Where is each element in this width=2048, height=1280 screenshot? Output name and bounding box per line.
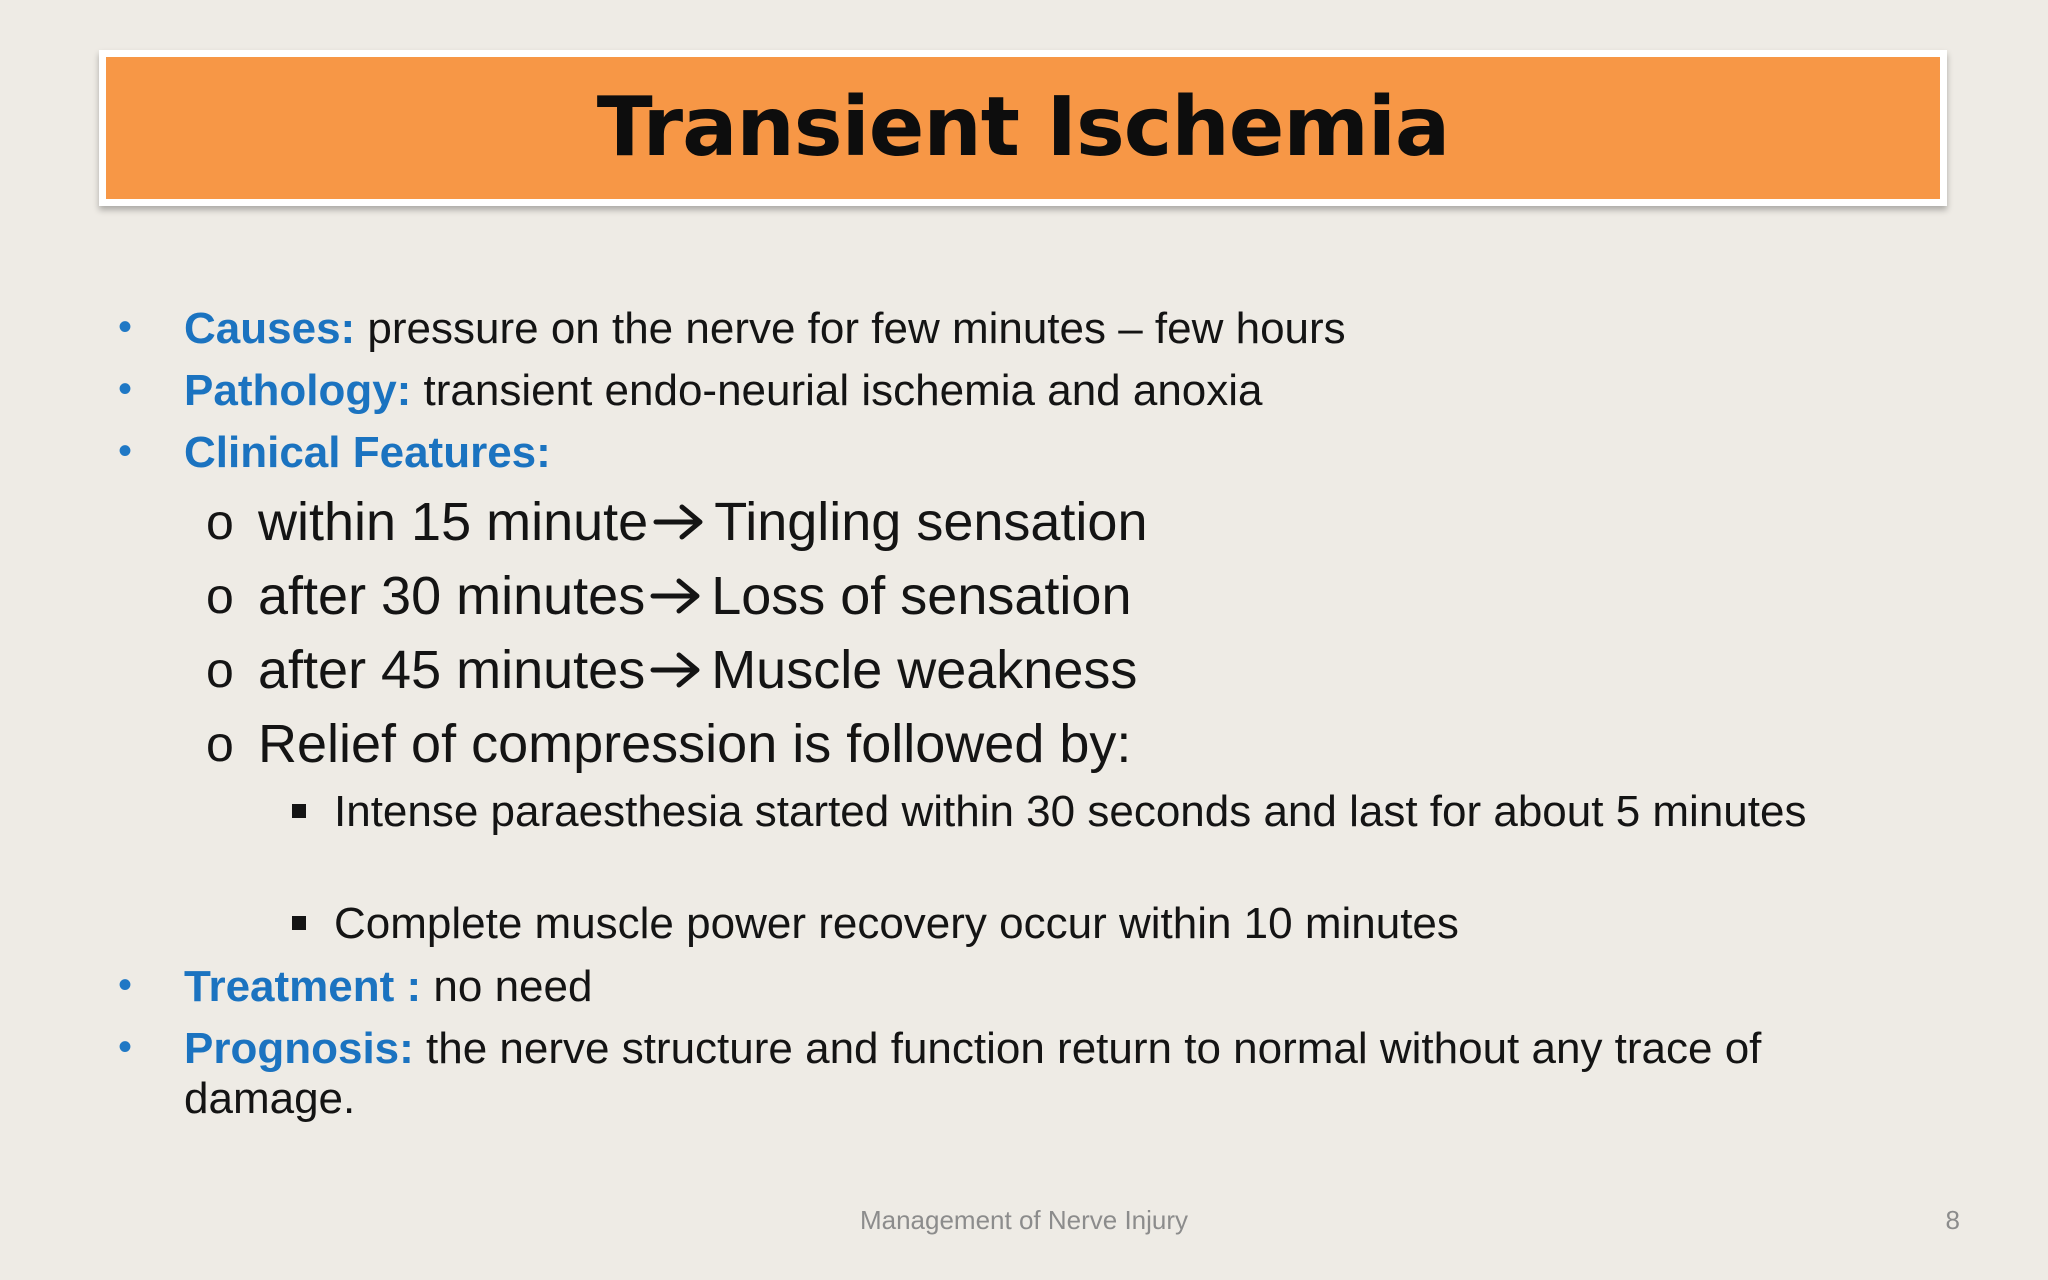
causes-label: Causes: bbox=[184, 304, 356, 353]
circle-bullet-icon: o bbox=[206, 494, 234, 550]
relief-effect-text: Intense paraesthesia started within 30 seconds and last for about 5 minutes bbox=[334, 787, 1807, 836]
circle-bullet-icon: o bbox=[206, 642, 234, 698]
result-text: Loss of sensation bbox=[711, 566, 1132, 626]
bullet-text bbox=[184, 1024, 1944, 1124]
bullet-dot-icon: • bbox=[118, 305, 133, 349]
bullet-text bbox=[184, 428, 1944, 478]
treatment-text: no need bbox=[421, 962, 593, 1011]
right-arrow-icon bbox=[649, 650, 705, 690]
time-text: after 30 minutes bbox=[258, 566, 646, 626]
clinical-feature-text bbox=[258, 492, 1147, 552]
footer-title: Management of Nerve Injury bbox=[859, 1205, 1189, 1235]
relief-effect-text: Complete muscle power recovery occur within 10 minutes bbox=[334, 899, 1459, 948]
time-text: after 45 minutes bbox=[258, 640, 646, 700]
bullet-dot-icon: • bbox=[118, 1025, 133, 1069]
result-text: Tingling sensation bbox=[714, 492, 1148, 552]
bullet-text bbox=[184, 366, 1944, 416]
bullet-dot-icon: • bbox=[118, 367, 133, 411]
circle-bullet-icon: o bbox=[206, 568, 234, 624]
circle-bullet-icon: o bbox=[206, 716, 234, 772]
prognosis-label: Prognosis: bbox=[184, 1024, 414, 1073]
result-text: Muscle weakness bbox=[711, 640, 1138, 700]
causes-text: pressure on the nerve for few minutes – few hours bbox=[355, 304, 1346, 353]
bullet-text bbox=[184, 304, 1944, 354]
clinical-feature-text bbox=[258, 640, 1137, 700]
slide-title: Transient Ischemia bbox=[596, 79, 1450, 175]
square-bullet-icon bbox=[292, 916, 306, 930]
clinical-feature-text: Relief of compression is followed by: bbox=[258, 714, 1132, 774]
bullet-text bbox=[184, 962, 1944, 1012]
time-text: within 15 minute bbox=[258, 492, 649, 552]
right-arrow-icon bbox=[652, 502, 708, 542]
clinical-features-label: Clinical Features: bbox=[184, 428, 551, 477]
treatment-label: Treatment : bbox=[184, 962, 422, 1011]
prognosis-text: the nerve structure and function return to normal without any trace of damage. bbox=[184, 1024, 1762, 1123]
page-number: 8 bbox=[1945, 1205, 1960, 1235]
pathology-text: transient endo-neurial ischemia and anoxia bbox=[411, 366, 1263, 415]
bullet-dot-icon: • bbox=[118, 429, 133, 473]
bullet-dot-icon: • bbox=[118, 963, 133, 1007]
square-bullet-icon bbox=[292, 804, 306, 818]
right-arrow-icon bbox=[649, 576, 705, 616]
pathology-label: Pathology: bbox=[184, 366, 412, 415]
clinical-feature-text bbox=[258, 566, 1131, 626]
